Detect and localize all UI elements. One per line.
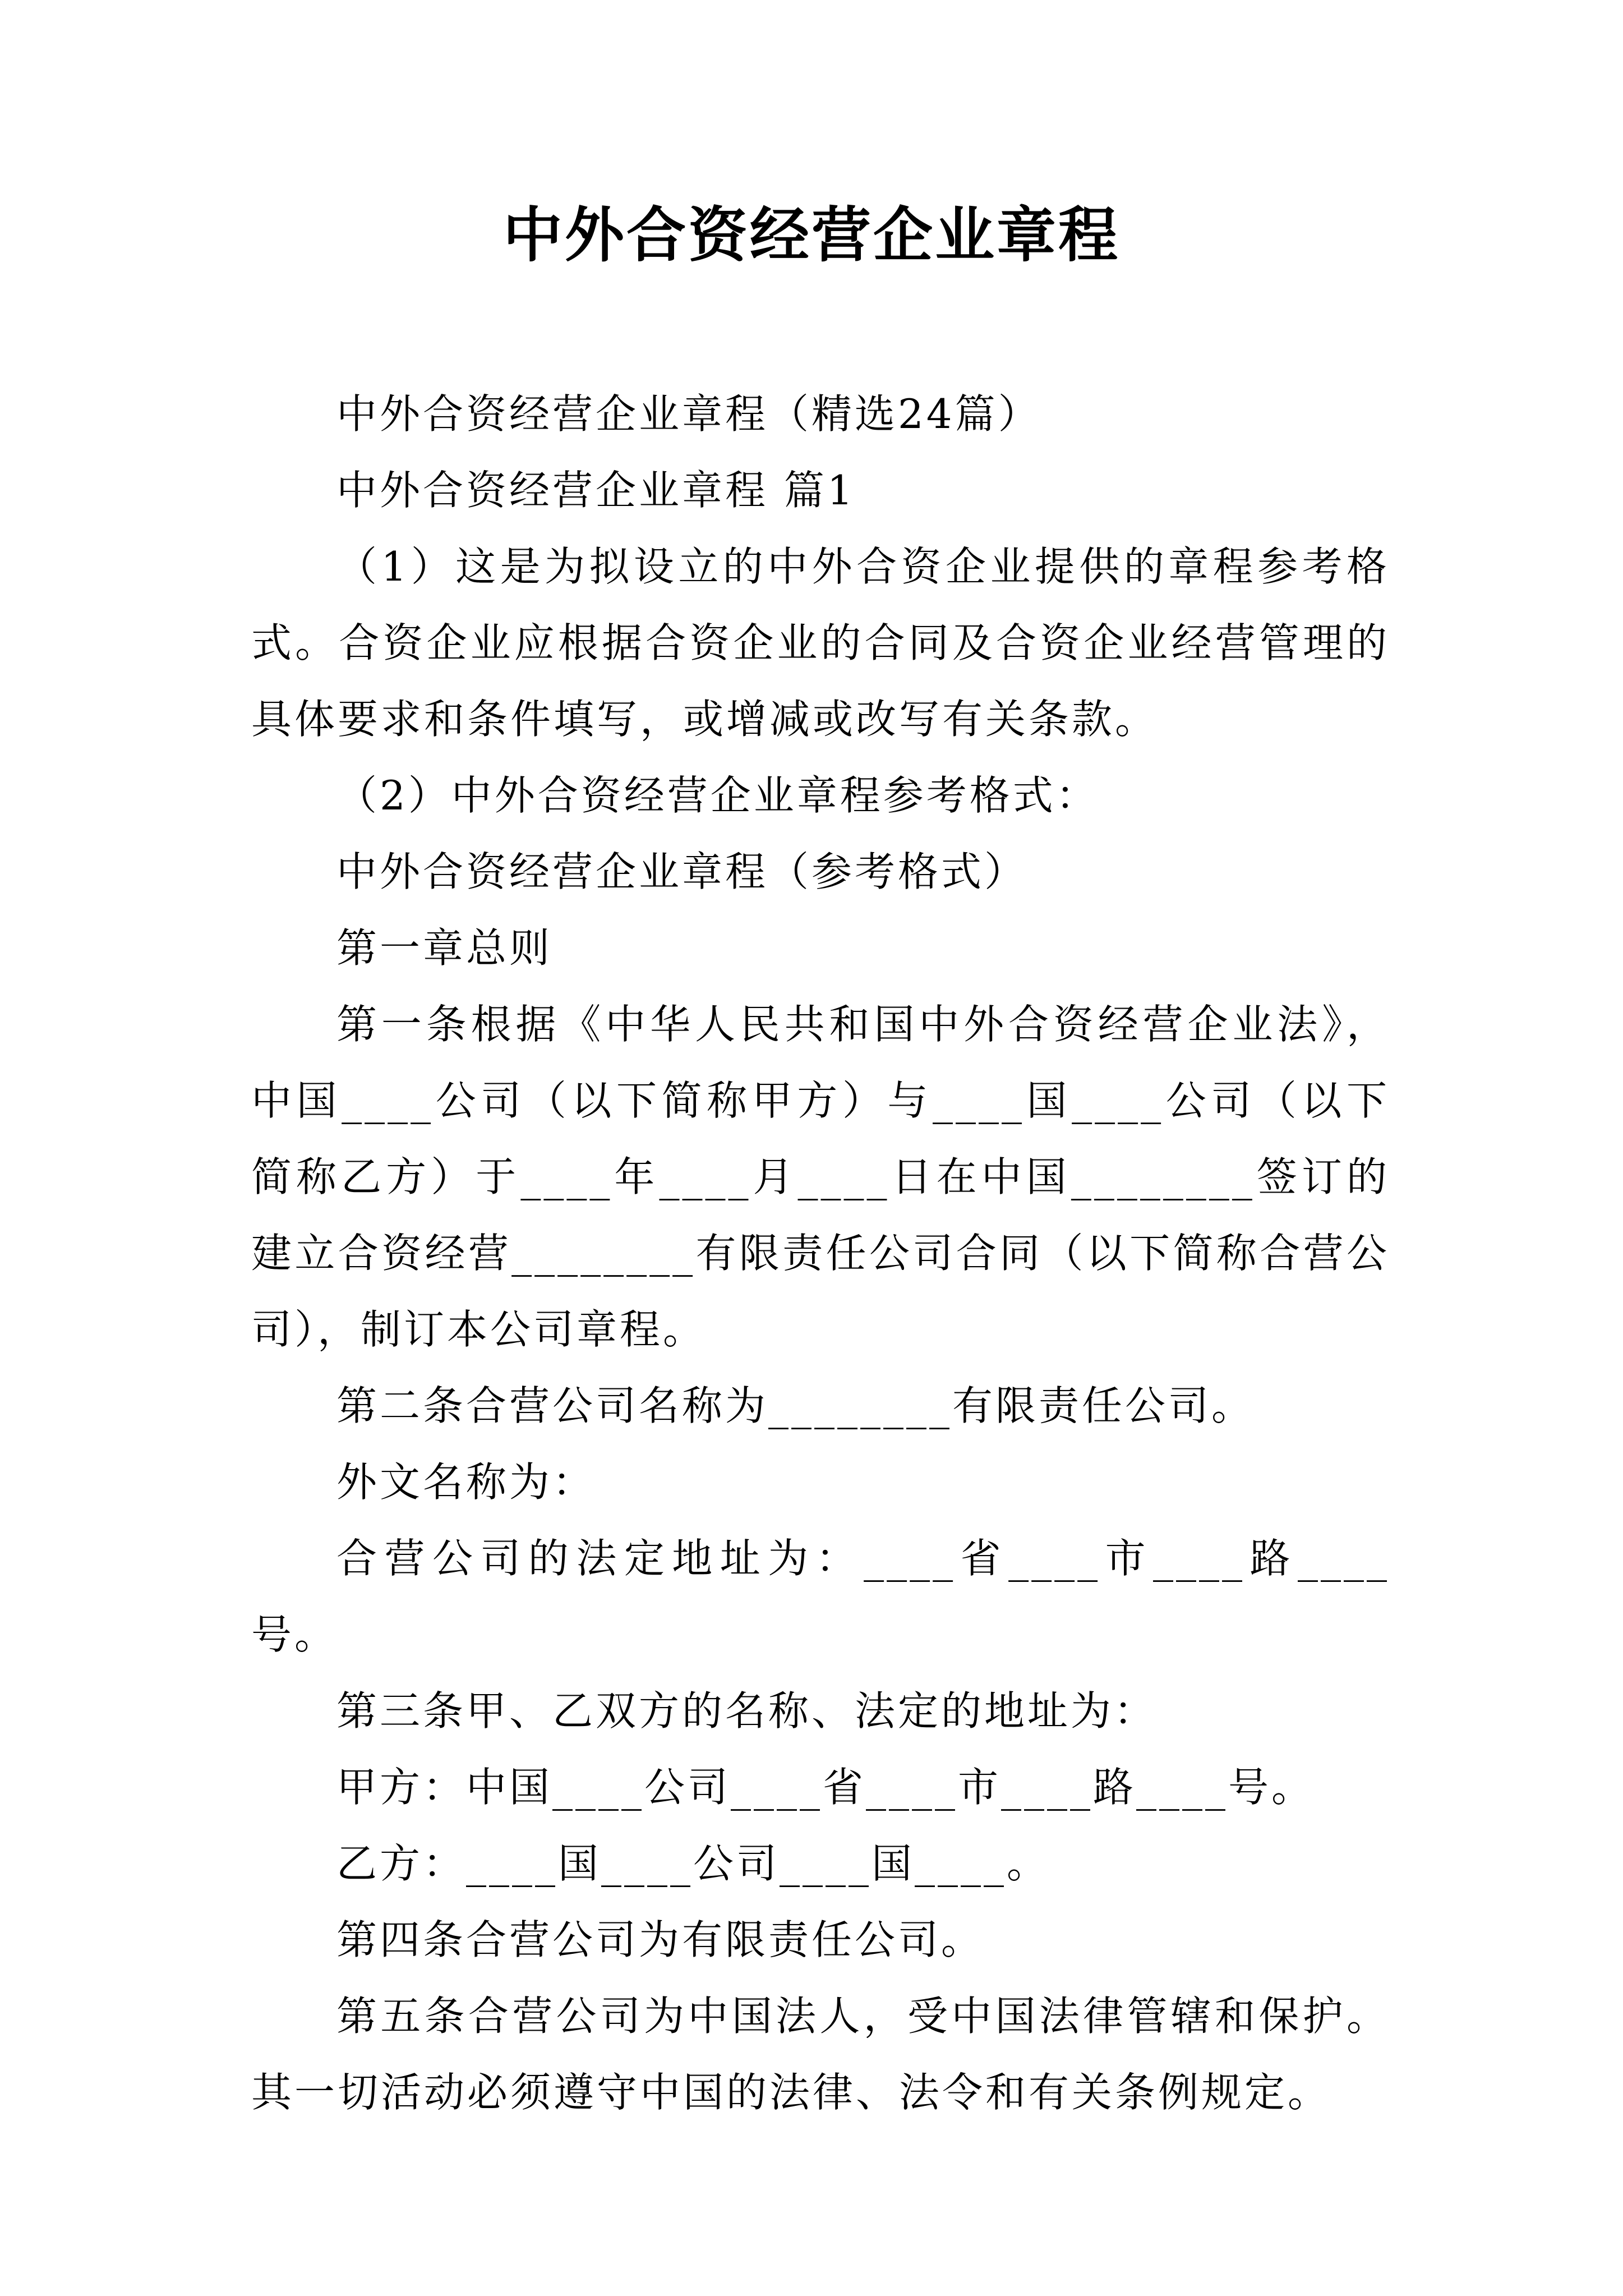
paragraph-article-1: 第一条根据《中华人民共和国中外合资经营企业法》，中国____公司（以下简称甲方）与____国____公司（以下简称乙方）于____年____月____日在中国________签订的建立合资经营________有限责任公司合同（以下简称合营公司），制订本公司章程。 xyxy=(251,1001,1390,1353)
paragraph-chapter-1: 第一章总则 xyxy=(336,924,553,972)
paragraph-article-3: 第三条甲、乙双方的名称、法定的地址为： xyxy=(336,1687,1158,1734)
paragraph-foreign-name: 外文名称为： xyxy=(336,1458,596,1506)
paragraph-format-title: 中外合资经营企业章程（参考格式） xyxy=(336,848,1028,895)
paragraph-article-2: 第二条合营公司名称为________有限责任公司。 xyxy=(336,1382,1255,1429)
paragraph-article-4: 第四条合营公司为有限责任公司。 xyxy=(336,1916,985,1963)
paragraph-subtitle: 中外合资经营企业章程（精选24篇） xyxy=(336,390,1041,438)
paragraph-note-2: （2）中外合资经营企业章程参考格式： xyxy=(336,772,1099,819)
document-body xyxy=(251,376,1390,2131)
paragraph-legal-address: 合营公司的法定地址为：____省____市____路____号。 xyxy=(251,1535,1390,1658)
paragraph-party-a: 甲方：中国____公司____省____市____路____号。 xyxy=(336,1764,1315,1811)
paragraph-party-b: 乙方：____国____公司____国____。 xyxy=(336,1840,1050,1887)
paragraph-section-heading: 中外合资经营企业章程 篇1 xyxy=(336,467,856,514)
document-title: 中外合资经营企业章程 xyxy=(503,201,1120,270)
paragraph-note-1: （1）这是为拟设立的中外合资企业提供的章程参考格式。合资企业应根据合资企业的合同及合资企业经营管理的具体要求和条件填写，或增减或改写有关条款。 xyxy=(251,543,1390,743)
paragraph-article-5: 第五条合营公司为中国法人，受中国法律管辖和保护。其一切活动必须遵守中国的法律、法令和有关条例规定。 xyxy=(251,1993,1390,2116)
